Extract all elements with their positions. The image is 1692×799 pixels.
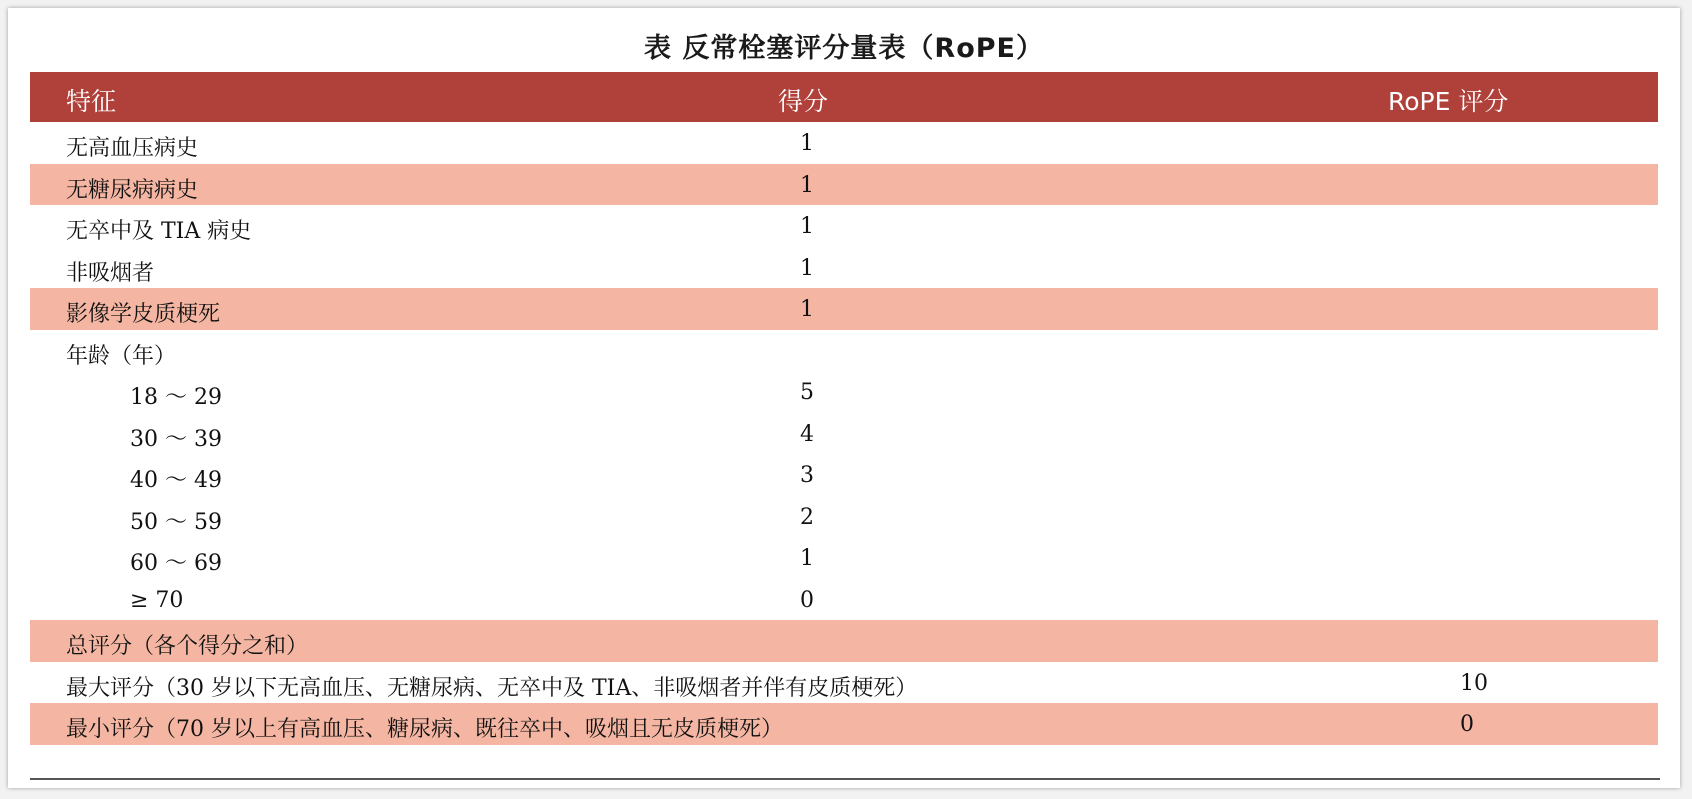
- table-row: [30, 247, 1658, 289]
- header-feature: 特征: [66, 87, 117, 116]
- rope-score-table: [30, 72, 1658, 745]
- row-feature: 影像学皮质梗死: [66, 302, 221, 327]
- row-score: 1: [800, 214, 814, 239]
- table-row: [30, 579, 1658, 621]
- row-feature: 40 ～ 49: [130, 468, 222, 493]
- row-score: 1: [800, 546, 814, 571]
- row-score: 5: [800, 380, 814, 405]
- row-feature: 无糖尿病病史: [66, 177, 199, 203]
- row-score: 4: [800, 421, 814, 447]
- table-row: [30, 496, 1658, 538]
- row-feature: 总评分（各个得分之和）: [66, 634, 309, 659]
- table-row: [30, 288, 1658, 330]
- row-feature: 无高血压病史: [66, 136, 199, 161]
- row-feature: 最小评分（70 岁以上有高血压、糖尿病、既往卒中、吸烟且无皮质梗死）: [66, 717, 783, 742]
- row-score: 0: [800, 587, 814, 613]
- table-row: [30, 703, 1658, 745]
- row-rope-score: 0: [1460, 712, 1474, 737]
- row-feature: 18 ～ 29: [130, 385, 222, 410]
- row-score: 1: [800, 131, 814, 156]
- table-row: [30, 371, 1658, 413]
- table-header: [30, 72, 1658, 122]
- table-row: [30, 454, 1658, 496]
- row-feature: 50 ～ 59: [130, 509, 222, 535]
- row-feature: 年龄（年）: [66, 343, 177, 369]
- table-title: 表 反常栓塞评分量表（RoPE）: [644, 33, 1044, 64]
- table-row: [30, 205, 1658, 247]
- row-feature: 30 ～ 39: [130, 426, 222, 452]
- header-score: 得分: [778, 87, 829, 116]
- row-rope-score: 10: [1460, 670, 1488, 696]
- table-row: [30, 537, 1658, 579]
- row-feature: ≥ 70: [130, 587, 184, 613]
- row-score: 2: [800, 504, 814, 530]
- table-row: [30, 330, 1658, 372]
- table-row: [30, 164, 1658, 206]
- row-score: 1: [800, 255, 814, 281]
- table-row: [30, 662, 1658, 704]
- bottom-rule: [30, 778, 1660, 780]
- row-score: 1: [800, 297, 814, 322]
- table-row: [30, 620, 1658, 662]
- table-row: [30, 122, 1658, 164]
- row-score: 3: [800, 463, 814, 488]
- table-body: [30, 122, 1658, 745]
- table-row: [30, 413, 1658, 455]
- header-rope-score: RoPE 评分: [1388, 87, 1509, 116]
- row-feature: 无卒中及 TIA 病史: [66, 219, 252, 244]
- document-page: [8, 8, 1680, 788]
- row-feature: 最大评分（30 岁以下无高血压、无糖尿病、无卒中及 TIA、非吸烟者并伴有皮质梗死）: [66, 675, 918, 701]
- row-feature: 非吸烟者: [66, 260, 155, 286]
- row-score: 1: [800, 172, 814, 198]
- row-feature: 60 ～ 69: [130, 551, 222, 576]
